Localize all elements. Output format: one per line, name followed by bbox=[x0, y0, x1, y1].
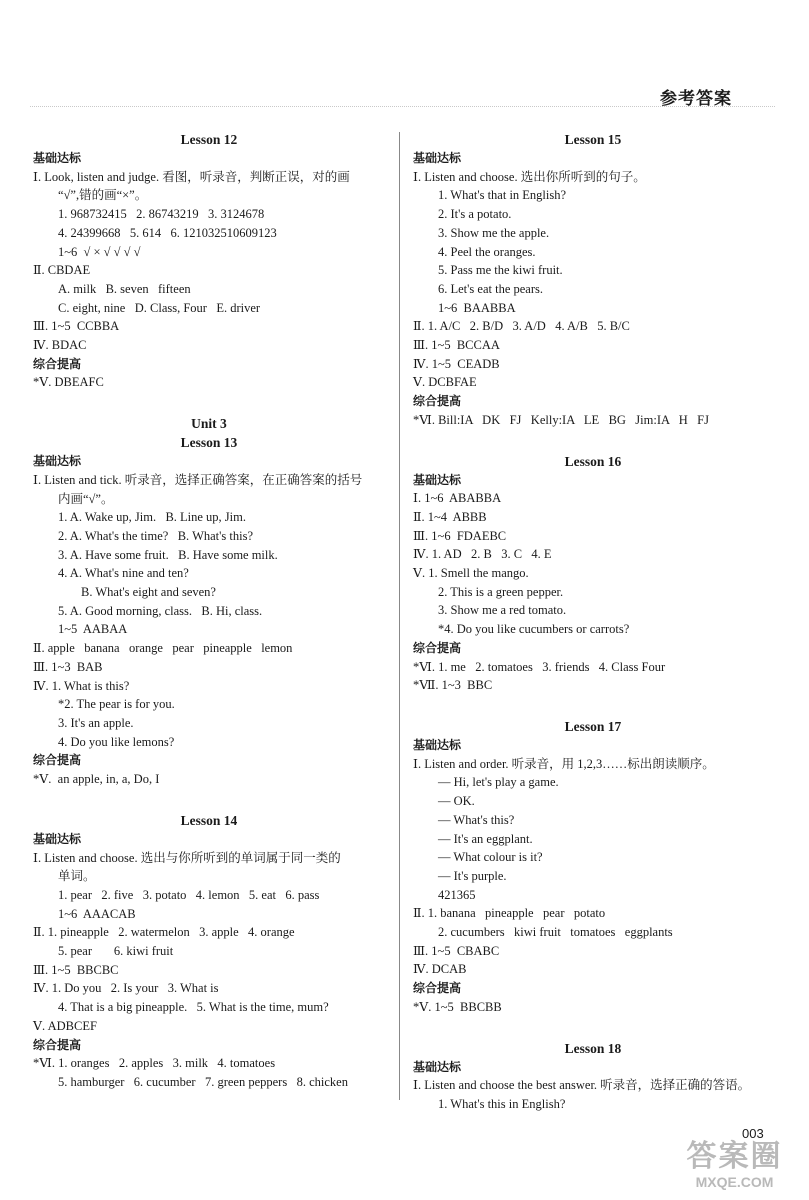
header-rule bbox=[30, 106, 775, 107]
answer-line: Ⅰ. Listen and choose. 选出与你所听到的单词属于同一类的 bbox=[33, 850, 341, 865]
answer-line: *Ⅶ. 1~3 BBC bbox=[413, 678, 493, 693]
answer-line: 1~5 AABAA bbox=[58, 622, 128, 637]
section-heading: 综合提高 bbox=[413, 640, 462, 655]
lesson-title: Lesson 13 bbox=[180, 435, 238, 451]
section-heading: 基础达标 bbox=[33, 831, 82, 846]
answer-line: Ⅲ. 1~5 CCBBA bbox=[33, 319, 120, 334]
lesson-block bbox=[33, 414, 385, 789]
left-column bbox=[33, 130, 385, 1114]
answer-line: *Ⅴ. an apple, in, a, Do, I bbox=[33, 772, 160, 787]
answer-line: *2. The pear is for you. bbox=[58, 697, 175, 712]
answer-line: Ⅲ. 1~5 BBCBC bbox=[33, 962, 119, 977]
answer-line: — OK. bbox=[438, 794, 475, 809]
answer-line: Ⅳ. 1. AD 2. B 3. C 4. E bbox=[413, 547, 552, 562]
answer-line: Ⅱ. 1. A/C 2. B/D 3. A/D 4. A/B 5. B/C bbox=[413, 319, 630, 334]
page-number: 003 bbox=[742, 1126, 764, 1141]
answer-line: 3. It's an apple. bbox=[58, 715, 134, 730]
answer-line: — What's this? bbox=[438, 812, 515, 827]
watermark-english: MXQE.COM bbox=[695, 1174, 774, 1190]
lesson-title: Lesson 18 bbox=[564, 1040, 622, 1056]
answer-line: 4. A. What's nine and ten? bbox=[58, 566, 189, 581]
answer-line: 1. pear 2. five 3. potato 4. lemon 5. eat 6. pass bbox=[58, 887, 320, 902]
answer-line: 4. Do you like lemons? bbox=[58, 734, 175, 749]
answer-line: 5. pear 6. kiwi fruit bbox=[58, 944, 174, 959]
answer-line: Ⅰ. Look, listen and judge. 看图，听录音，判断正误，对的画 bbox=[33, 169, 350, 184]
answer-line: Ⅳ. DCAB bbox=[413, 962, 467, 977]
answer-line: Ⅴ. ADBCEF bbox=[33, 1018, 97, 1033]
answer-line: 3. Show me the apple. bbox=[438, 225, 550, 240]
unit-title: Unit 3 bbox=[191, 416, 227, 432]
section-heading: 综合提高 bbox=[413, 394, 462, 409]
answer-line: *4. Do you like cucumbers or carrots? bbox=[438, 622, 630, 637]
answer-line: 2. This is a green pepper. bbox=[438, 584, 564, 599]
section-heading: 基础达标 bbox=[413, 1059, 462, 1074]
section-heading: 综合提高 bbox=[33, 1037, 82, 1052]
column-divider bbox=[399, 132, 400, 1100]
answer-line: 1. What's that in English? bbox=[438, 188, 567, 203]
answer-line: 5. Pass me the kiwi fruit. bbox=[438, 263, 563, 278]
section-heading: 综合提高 bbox=[33, 753, 82, 768]
answer-line: — What colour is it? bbox=[438, 850, 543, 865]
answer-line: 4. 24399668 5. 614 6. 121032510609123 bbox=[58, 225, 277, 240]
answer-line: Ⅱ. apple banana orange pear pineapple lemon bbox=[33, 641, 293, 656]
answer-line: 5. hamburger 6. cucumber 7. green peppers 8. chicken bbox=[58, 1074, 348, 1089]
answer-line: — It's an eggplant. bbox=[438, 831, 533, 846]
section-heading: 基础达标 bbox=[33, 151, 82, 165]
answer-line: 3. A. Have some fruit. B. Have some milk. bbox=[58, 547, 278, 562]
lesson-title: Lesson 17 bbox=[564, 718, 622, 734]
answer-line: Ⅴ. DCBFAE bbox=[413, 375, 477, 390]
section-heading: 综合提高 bbox=[33, 356, 82, 371]
lesson-title: Lesson 15 bbox=[564, 132, 622, 147]
answer-line: 1~6 √ × √ √ √ √ bbox=[58, 244, 141, 259]
answer-line: 1~6 AAACAB bbox=[58, 906, 136, 921]
lesson-title: Lesson 12 bbox=[180, 132, 238, 147]
lesson-block bbox=[413, 130, 773, 430]
answer-line: 5. A. Good morning, class. B. Hi, class. bbox=[58, 603, 263, 618]
answer-line: Ⅰ. Listen and choose. 选出你所听到的句子。 bbox=[413, 169, 646, 184]
section-heading: 基础达标 bbox=[413, 472, 462, 487]
answer-line: Ⅰ. 1~6 ABABBA bbox=[413, 491, 502, 506]
answer-line: *Ⅵ. 1. me 2. tomatoes 3. friends 4. Class Four bbox=[413, 659, 666, 674]
lesson-block bbox=[413, 1039, 773, 1114]
answer-line: *Ⅵ. Bill:IA DK FJ Kelly:IA LE BG Jim:IA H FJ bbox=[413, 412, 709, 427]
answer-line: Ⅳ. 1. Do you 2. Is your 3. What is bbox=[33, 981, 219, 996]
section-heading: 基础达标 bbox=[413, 151, 462, 165]
answer-line: Ⅰ. Listen and order. 听录音，用 1,2,3……标出朗读顺序。 bbox=[413, 756, 715, 771]
section-heading: 基础达标 bbox=[33, 454, 82, 469]
answer-line: C. eight, nine D. Class, Four E. driver bbox=[58, 300, 261, 315]
answer-line: Ⅰ. Listen and tick. 听录音，选择正确答案，在正确答案的括号 bbox=[33, 472, 363, 487]
answer-line: 2. cucumbers kiwi fruit tomatoes eggplants bbox=[438, 925, 673, 940]
lesson-title: Lesson 14 bbox=[180, 812, 238, 828]
answer-line: Ⅰ. Listen and choose the best answer. 听录音，选择正确的答语。 bbox=[413, 1078, 751, 1093]
answer-line: Ⅳ. 1. What is this? bbox=[33, 678, 130, 693]
answer-line: Ⅲ. 1~5 BCCAA bbox=[413, 338, 500, 353]
lesson-title: Lesson 16 bbox=[564, 453, 622, 469]
answer-line: 2. It's a potato. bbox=[438, 207, 512, 222]
answer-line: *Ⅴ. 1~5 BBCBB bbox=[413, 999, 502, 1014]
answer-line: *Ⅴ. DBEAFC bbox=[33, 375, 104, 390]
answer-line: 2. A. What's the time? B. What's this? bbox=[58, 528, 253, 543]
answer-line: *Ⅵ. 1. oranges 2. apples 3. milk 4. tomatoes bbox=[33, 1056, 276, 1071]
answer-line: “√”,错的画“×”。 bbox=[58, 188, 148, 203]
section-heading: 基础达标 bbox=[413, 737, 462, 752]
watermark-logo bbox=[672, 1140, 797, 1196]
section-heading: 综合提高 bbox=[413, 981, 462, 996]
lesson-block bbox=[33, 811, 385, 1092]
answer-line: 1~6 BAABBA bbox=[438, 300, 516, 315]
answer-line: Ⅱ. 1. pineapple 2. watermelon 3. apple 4. orange bbox=[33, 925, 295, 940]
answer-line: Ⅱ. 1. banana pineapple pear potato bbox=[413, 906, 606, 921]
answer-line: Ⅱ. CBDAE bbox=[33, 263, 91, 278]
answer-line: 4. Peel the oranges. bbox=[438, 244, 536, 259]
answer-line: 1. A. Wake up, Jim. B. Line up, Jim. bbox=[58, 510, 246, 525]
answer-line: 1. 968732415 2. 86743219 3. 3124678 bbox=[58, 207, 265, 222]
answer-line: B. What's eight and seven? bbox=[81, 585, 216, 600]
answer-line: — It's purple. bbox=[438, 868, 507, 883]
answer-line: Ⅱ. 1~4 ABBB bbox=[413, 509, 487, 524]
answer-line: 421365 bbox=[438, 887, 476, 902]
answer-line: 6. Let's eat the pears. bbox=[438, 281, 543, 296]
lesson-block bbox=[413, 717, 773, 1017]
answer-line: 内画“√”。 bbox=[58, 491, 114, 506]
lesson-block bbox=[33, 130, 385, 392]
answer-line: 3. Show me a red tomato. bbox=[438, 603, 567, 618]
answer-line: Ⅴ. 1. Smell the mango. bbox=[413, 566, 529, 581]
answer-line: Ⅳ. 1~5 CEADB bbox=[413, 356, 500, 371]
answer-line: 4. That is a big pineapple. 5. What is the time, mum? bbox=[58, 1000, 329, 1015]
page-title: 参考答案 bbox=[660, 89, 732, 109]
answer-line: Ⅲ. 1~6 FDAEBC bbox=[413, 528, 507, 543]
lesson-block bbox=[413, 452, 773, 695]
answer-line: Ⅲ. 1~3 BAB bbox=[33, 659, 103, 674]
answer-line: A. milk B. seven fifteen bbox=[58, 281, 191, 296]
right-column bbox=[413, 130, 773, 1136]
answer-line: 1. What's this in English? bbox=[438, 1096, 566, 1111]
answer-line: Ⅲ. 1~5 CBABC bbox=[413, 943, 500, 958]
answer-line: Ⅳ. BDAC bbox=[33, 338, 87, 353]
watermark-chinese: 答案圈 bbox=[686, 1139, 783, 1174]
answer-line: 单词。 bbox=[58, 869, 96, 884]
answer-line: — Hi, let's play a game. bbox=[438, 775, 559, 790]
